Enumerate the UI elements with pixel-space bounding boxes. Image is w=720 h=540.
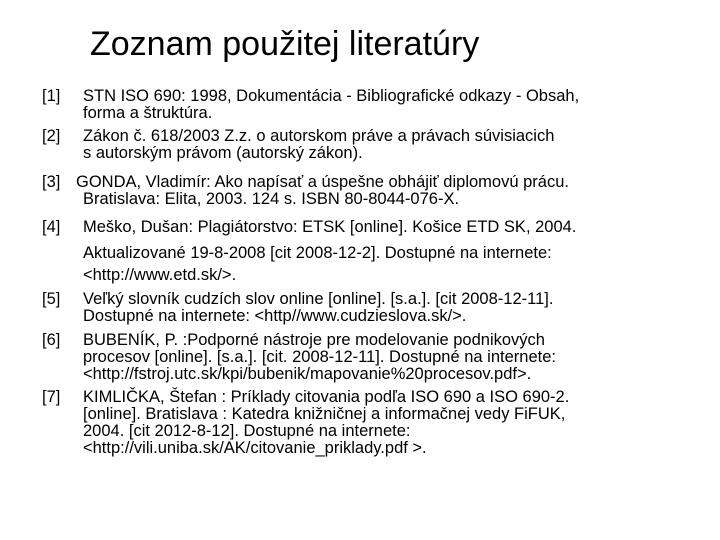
reference-line: <http://fstroj.utc.sk/kpi/bubenik/mapovanie%20procesov.pdf>. <box>83 365 532 383</box>
reference-line: BUBENÍK, P. :Podporné nástroje pre modelovanie podnikových <box>83 331 545 349</box>
reference-line: s autorským právom (autorský zákon). <box>83 144 363 162</box>
reference-number: [7] <box>42 388 61 406</box>
reference-line: KIMLIČKA, Štefan : Príklady citovania podľa ISO 690 a ISO 690-2. <box>83 388 570 406</box>
reference-number: [4] <box>42 218 61 236</box>
reference-line: Meško, Dušan: Plagiátorstvo: ETSK [online]. Košice ETD SK, 2004. <box>83 218 577 236</box>
reference-line: <http://vili.uniba.sk/AK/citovanie_priklady.pdf >. <box>83 439 427 457</box>
reference-line: Zákon č. 618/2003 Z.z. o autorskom práve a právach súvisiacich <box>83 127 555 145</box>
page-title: Zoznam použitej literatúry <box>90 25 480 63</box>
reference-line: [online]. Bratislava : Katedra knižničnej a informačnej vedy FiFUK, <box>83 405 566 423</box>
reference-number: [3] <box>42 173 61 191</box>
reference-line: forma a štruktúra. <box>83 104 213 122</box>
reference-number: [2] <box>42 127 61 145</box>
reference-line: <http://www.etd.sk/>. <box>83 266 237 284</box>
reference-number: [5] <box>42 290 61 308</box>
reference-line: Aktualizované 19-8-2008 [cit 2008-12-2]. Dostupné na internete: <box>83 244 552 262</box>
reference-line: Veľký slovník cudzích slov online [online]. [s.a.]. [cit 2008-12-11]. <box>83 290 554 308</box>
reference-line: GONDA, Vladimír: Ako napísať a úspešne obhájiť diplomovú prácu. <box>76 173 569 191</box>
reference-line: procesov [online]. [s.a.]. [cit. 2008-12-11]. Dostupné na internete: <box>83 348 556 366</box>
reference-number: [6] <box>42 331 61 349</box>
reference-number: [1] <box>42 87 61 105</box>
reference-line: STN ISO 690: 1998, Dokumentácia - Bibliografické odkazy - Obsah, <box>83 87 580 105</box>
reference-line: 2004. [cit 2012-8-12]. Dostupné na internete: <box>83 422 411 440</box>
reference-line: Dostupné na internete: <http//www.cudzieslova.sk/>. <box>83 307 467 325</box>
reference-line: Bratislava: Elita, 2003. 124 s. ISBN 80-8044-076-X. <box>83 190 460 208</box>
